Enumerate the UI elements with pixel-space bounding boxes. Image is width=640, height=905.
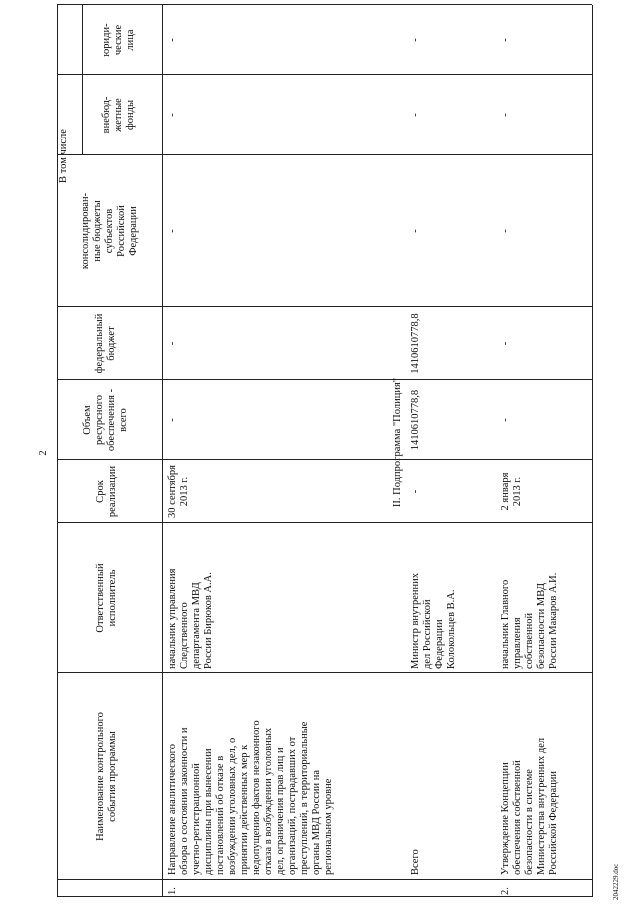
row1-funds: - [167, 113, 178, 117]
row2-federal: - [500, 341, 511, 346]
row2-total: - [500, 418, 511, 422]
row1-number: 1. [167, 887, 178, 895]
row1-legal: - [167, 38, 178, 42]
header-term: Срок реализации [95, 465, 118, 518]
row1-executor: начальник управления Следственного департамента МВД России Бирюков А.А. [167, 568, 214, 669]
col-border [57, 896, 592, 897]
table-bottom-border [592, 5, 593, 897]
col-border [57, 879, 592, 880]
total-row-legal: - [410, 38, 421, 42]
row1-regional: - [167, 229, 178, 233]
row1-total: - [167, 418, 178, 422]
header-event-name: Наименование контрольного события программы [95, 712, 118, 841]
row1-federal: - [167, 341, 178, 346]
header-federal: федеральный бюджет [94, 313, 117, 374]
header-regional: консолидирован- ные бюджеты субъектов Российской Федерации [80, 192, 139, 270]
total-row-total: 1410610778,8 [410, 389, 421, 451]
row2-number: 2. [500, 887, 511, 895]
header-executor: Ответственный исполнитель [95, 563, 118, 633]
total-row-name: Всего [410, 849, 421, 875]
section-title: II. Подпрограмма "Полиция" [392, 377, 403, 508]
group-header-border [82, 5, 83, 155]
total-row-funds: - [410, 113, 421, 117]
footer-filename: 2042229.doc [612, 863, 620, 900]
row1-term: 30 сентября 2013 г. [167, 465, 190, 518]
header-funds: внебюд- жетные фонды [101, 96, 136, 134]
total-row-term: - [410, 489, 421, 494]
header-bottom-border [162, 5, 163, 897]
row2-executor: начальник Главного управления собственной безопасности МВД России Макаров А.И. [500, 572, 559, 669]
header-total: Объем ресурсного обеспечения - всего [82, 388, 129, 452]
total-row-executor: Министр внутренних дел Российской Федерации Колокольцев В.А. [410, 572, 457, 669]
header-legal: юриди- ческие лица [101, 23, 136, 57]
row2-term: 2 января 2013 г. [500, 472, 523, 511]
row2-regional: - [500, 229, 511, 233]
header-group: В том числе [58, 129, 69, 183]
page-number: 2 [38, 450, 49, 456]
row2-funds: - [500, 113, 511, 117]
total-row-federal: 1410610778,8 [410, 313, 421, 374]
row2-event-name: Утверждение Концепции обеспечения собственной безопасности в системе Министерства внутренних дел Российской Федерации [500, 737, 559, 875]
row1-event-name: Направление аналитического обзора о состоянии законности и учетно-регистрационной дисциплины при вынесении постановлений об отказе в возбуждении уголовных дел, о принятии действенных мер к недопущению фактов незаконного отказа в возбуждении уголовных дел, ограничения прав лиц и организаций, пострадавших от преступлений, в территориальные органы МВД России на региональном уровне [167, 720, 334, 875]
col-border [57, 672, 592, 673]
total-row-regional: - [410, 229, 421, 233]
row2-legal: - [500, 38, 511, 42]
